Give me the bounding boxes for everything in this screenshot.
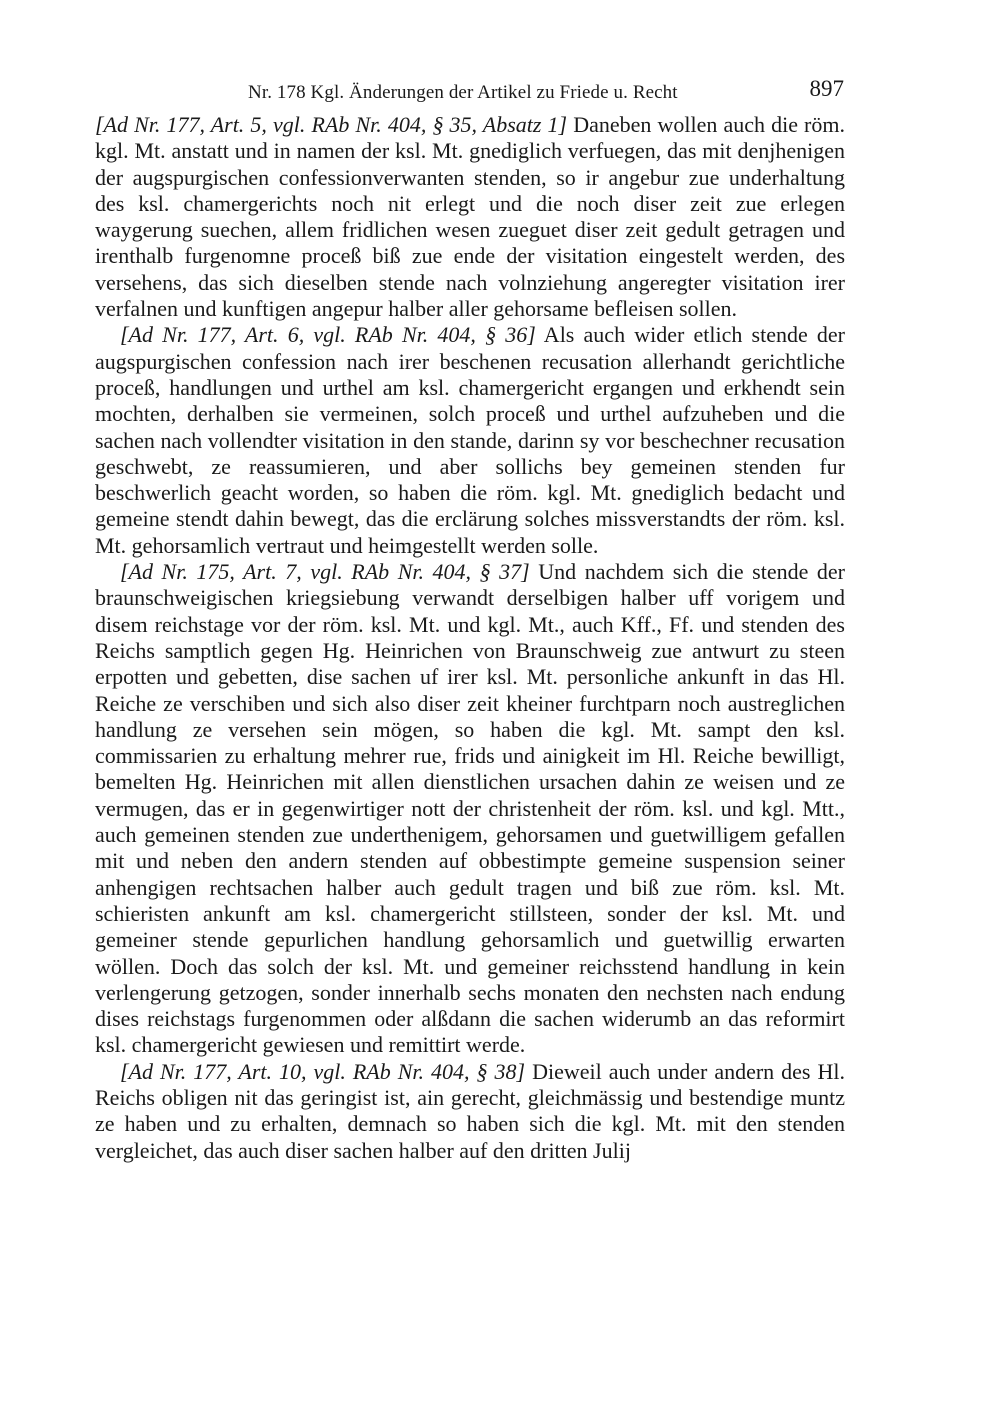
paragraph-art-5 — [95, 112, 845, 322]
running-header — [95, 76, 845, 112]
running-title: Nr. 178 Kgl. Änderungen der Artikel zu Friede u. Recht — [248, 82, 678, 103]
document-page — [95, 76, 845, 1164]
editorial-reference: [Ad Nr. 177, Art. 5, vgl. RAb Nr. 404, § 35, Absatz 1] — [95, 112, 568, 137]
editorial-reference: [Ad Nr. 177, Art. 10, vgl. RAb Nr. 404, § 38] — [120, 1058, 526, 1084]
paragraph-art-6 — [95, 322, 845, 559]
page-number: 897 — [809, 76, 844, 101]
paragraph-text: Dieweil auch under andern des Hl. Reichs obligen nit das geringist ist, ain gerecht, gleichmässig und bestendige muntz ze haben und zu erhalten, demnach so haben sich die kgl. Mt. mit den stenden vergleichet, das auch diser sachen halber auf den dritten Julij — [95, 1058, 845, 1163]
paragraph-text: Als auch wider etlich stende der augspurgischen confession nach irer beschenen recusation allerhandt gerichtliche proceß, handlungen und urthel am ksl. chamergericht ergangen und erkhendt sein mochten, derhalben sie vermeinen, solch proceß und urthel aufzuheben und die sachen nach vollendter visitation in den stande, darinn sy vor beschechner recusation geschwebt, ze reassumieren, und aber sollichs bey gemeinen stenden fur beschwerlich geacht worden, so haben die röm. kgl. Mt. gnediglich bedacht und gemeine stendt dahin bewegt, das die erclärung solches missverstandts der röm. ksl. Mt. gehorsamlich vertraut und heimgestellt werden solle. — [95, 322, 845, 558]
editorial-reference: [Ad Nr. 177, Art. 6, vgl. RAb Nr. 404, § 36] — [120, 322, 536, 348]
editorial-reference: [Ad Nr. 175, Art. 7, vgl. RAb Nr. 404, § 37] — [120, 559, 530, 585]
paragraph-art-10 — [95, 1059, 845, 1164]
paragraph-text: Daneben wollen auch die röm. kgl. Mt. anstatt und in namen der ksl. Mt. gnediglich verfuegen, das mit denjhenigen der augspurgischen confessionverwanten stenden, so ir angebur zue underhaltung des ksl. chamergerichts noch nit erlegt und die noch diser zeit zue erlegen waygerung suechen, allem fridlichen wesen zueguet diser zeit gedult getragen und irenthalb furgenomne proceß biß zue ende der visitation eingestelt werden, des versehens, das sich dieselben stende nach volnziehung angeregter visitation irer verfalnen und kunftigen angepur halber aller gehorsame befleisen sollen. — [95, 112, 845, 322]
paragraph-art-7 — [95, 559, 845, 1059]
paragraph-text: Und nachdem sich die stende der braunschweigischen kriegsiebung verwandt derselbigen halber uff vorigem und disem reichstage vor der röm. ksl. Mt. und kgl. Mt., auch Kff., Ff. und stenden des Reichs samptlich gegen Hg. Heinrichen von Braunschweig zue antwurt zu steen erpotten und gebetten, dise sachen uf irer ksl. Mt. personliche ankunft in das Hl. Reiche ze verschiben und sich also diser zeit kheiner furchtparn noch austreglichen handlung ze versehen sein mögen, so haben die kgl. Mt. sampt den ksl. commissarien zu erhaltung mehrer rue, frids und ainigkeit im Hl. Reiche bewilligt, bemelten Hg. Heinrichen mit allen dienstlichen ursachen dahin ze weisen und ze vermugen, das er in gegenwirtiger nott der christenheit der röm. ksl. und kgl. Mtt., auch gemeinen stenden zue underthenigem, gehorsamen und guetwilligem gefallen mit und neben den andern stenden auf obbestimpte gemeine suspension seiner anhengigen rechtsachen halber auch gedult tragen und biß zue röm. ksl. Mt. schieristen ankunft am ksl. chamergericht stillsteen, sonder der ksl. Mt. und gemeiner stende gepurlichen handlung gehorsamlich und guetwillig erwarten wöllen. Doch das solch der ksl. Mt. und gemeiner reichsstend handlung in kein verlengerung getzogen, sonder innerhalb sechs monaten den nechsten nach endung dises reichstags furgenommen oder alßdann die sachen widerumb an das reformirt ksl. chamergericht gewiesen und remittirt werde. — [95, 559, 846, 1058]
body-text — [95, 112, 845, 1164]
